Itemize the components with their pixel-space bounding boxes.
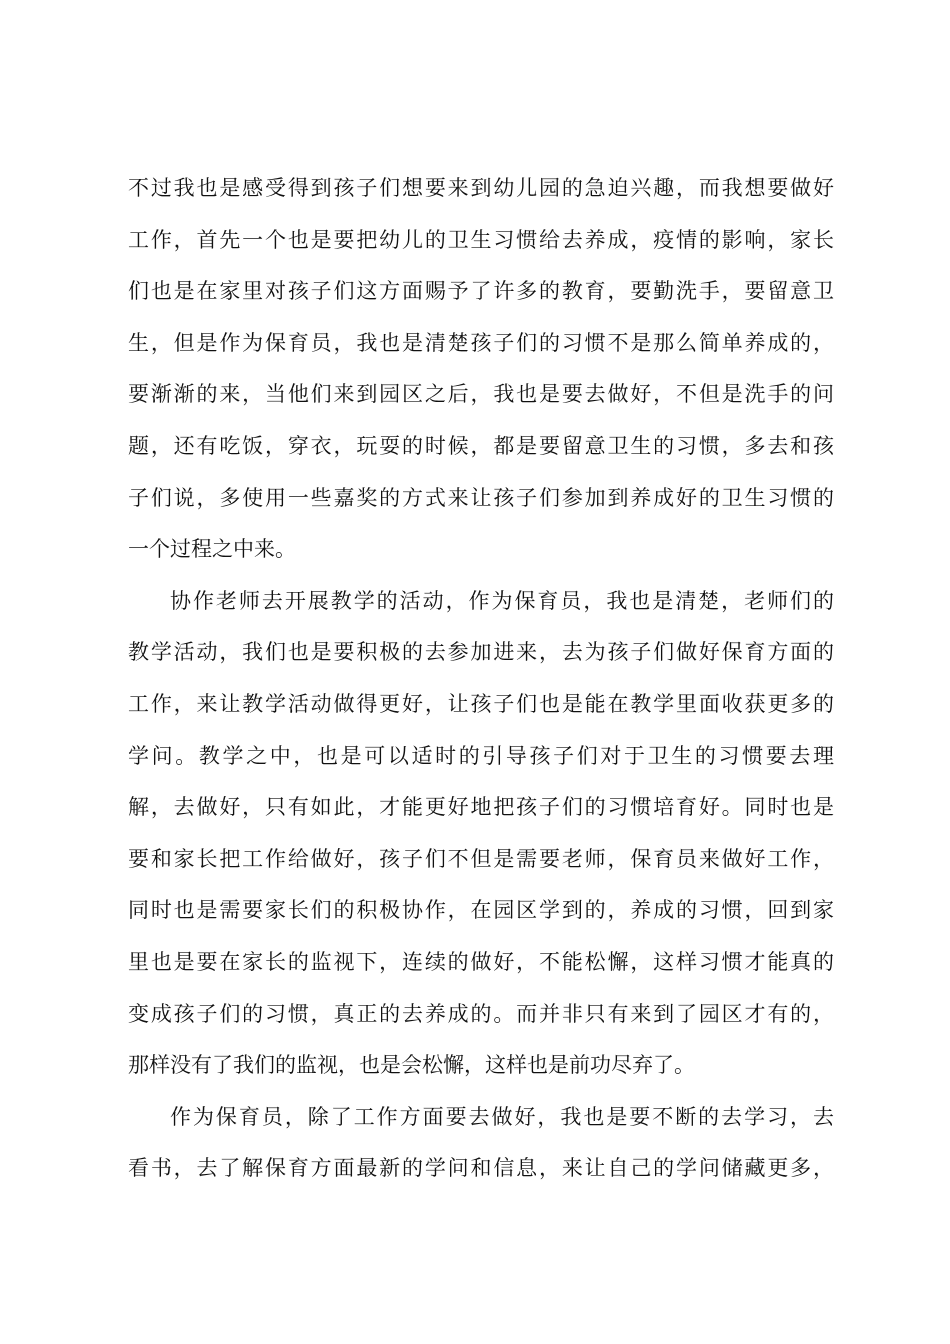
paragraph-2-line-5: 解，去做好，只有如此，才能更好地把孩子们的习惯培育好。同时也是	[128, 795, 834, 820]
paragraph-1-line-6: 题，还有吃饭，穿衣，玩耍的时候，都是要留意卫生的习惯，多去和孩	[128, 433, 834, 458]
paragraph-1-line-1: 不过我也是感受得到孩子们想要来到幼儿园的急迫兴趣，而我想要做好	[128, 176, 834, 200]
paragraph-3-line-2: 看书，去了解保育方面最新的学问和信息，来让自己的学问储藏更多，	[128, 1156, 834, 1181]
paragraph-2-line-4: 学问。教学之中，也是可以适时的引导孩子们对于卫生的习惯要去理	[128, 743, 834, 768]
paragraph-2-line-8: 里也是要在家长的监视下，连续的做好，不能松懈，这样习惯才能真的	[128, 949, 834, 974]
document-body	[128, 175, 834, 1207]
paragraph-3-line-1: 作为保育员，除了工作方面要去做好，我也是要不断的去学习，去	[170, 1104, 834, 1129]
paragraph-2-line-9: 变成孩子们的习惯，真正的去养成的。而并非只有来到了园区才有的，	[128, 1001, 834, 1026]
paragraph-2-line-6: 要和家长把工作给做好，孩子们不但是需要老师，保育员来做好工作，	[128, 846, 834, 871]
paragraph-1-line-5: 要渐渐的来，当他们来到园区之后，我也是要去做好，不但是洗手的问	[128, 382, 834, 407]
paragraph-1-line-2: 工作，首先一个也是要把幼儿的卫生习惯给去养成，疫情的影响，家长	[128, 227, 834, 252]
paragraph-2-line-1: 协作老师去开展教学的活动，作为保育员，我也是清楚，老师们的	[170, 588, 834, 613]
paragraph-2-line-2: 教学活动，我们也是要积极的去参加进来，去为孩子们做好保育方面的	[128, 640, 834, 665]
paragraph-1-line-3: 们也是在家里对孩子们这方面赐予了许多的教育，要勤洗手，要留意卫	[128, 279, 834, 304]
paragraph-1-line-7: 子们说，多使用一些嘉奖的方式来让孩子们参加到养成好的卫生习惯的	[128, 485, 834, 510]
paragraph-1-line-4: 生，但是作为保育员，我也是清楚孩子们的习惯不是那么简单养成的，	[128, 330, 834, 355]
paragraph-2-line-10: 那样没有了我们的监视，也是会松懈，这样也是前功尽弃了。	[128, 1053, 695, 1078]
paragraph-1-line-8: 一个过程之中来。	[128, 537, 296, 562]
paragraph-2-line-3: 工作，来让教学活动做得更好，让孩子们也是能在教学里面收获更多的	[128, 691, 834, 716]
paragraph-2-line-7: 同时也是需要家长们的积极协作，在园区学到的，养成的习惯，回到家	[128, 898, 834, 923]
